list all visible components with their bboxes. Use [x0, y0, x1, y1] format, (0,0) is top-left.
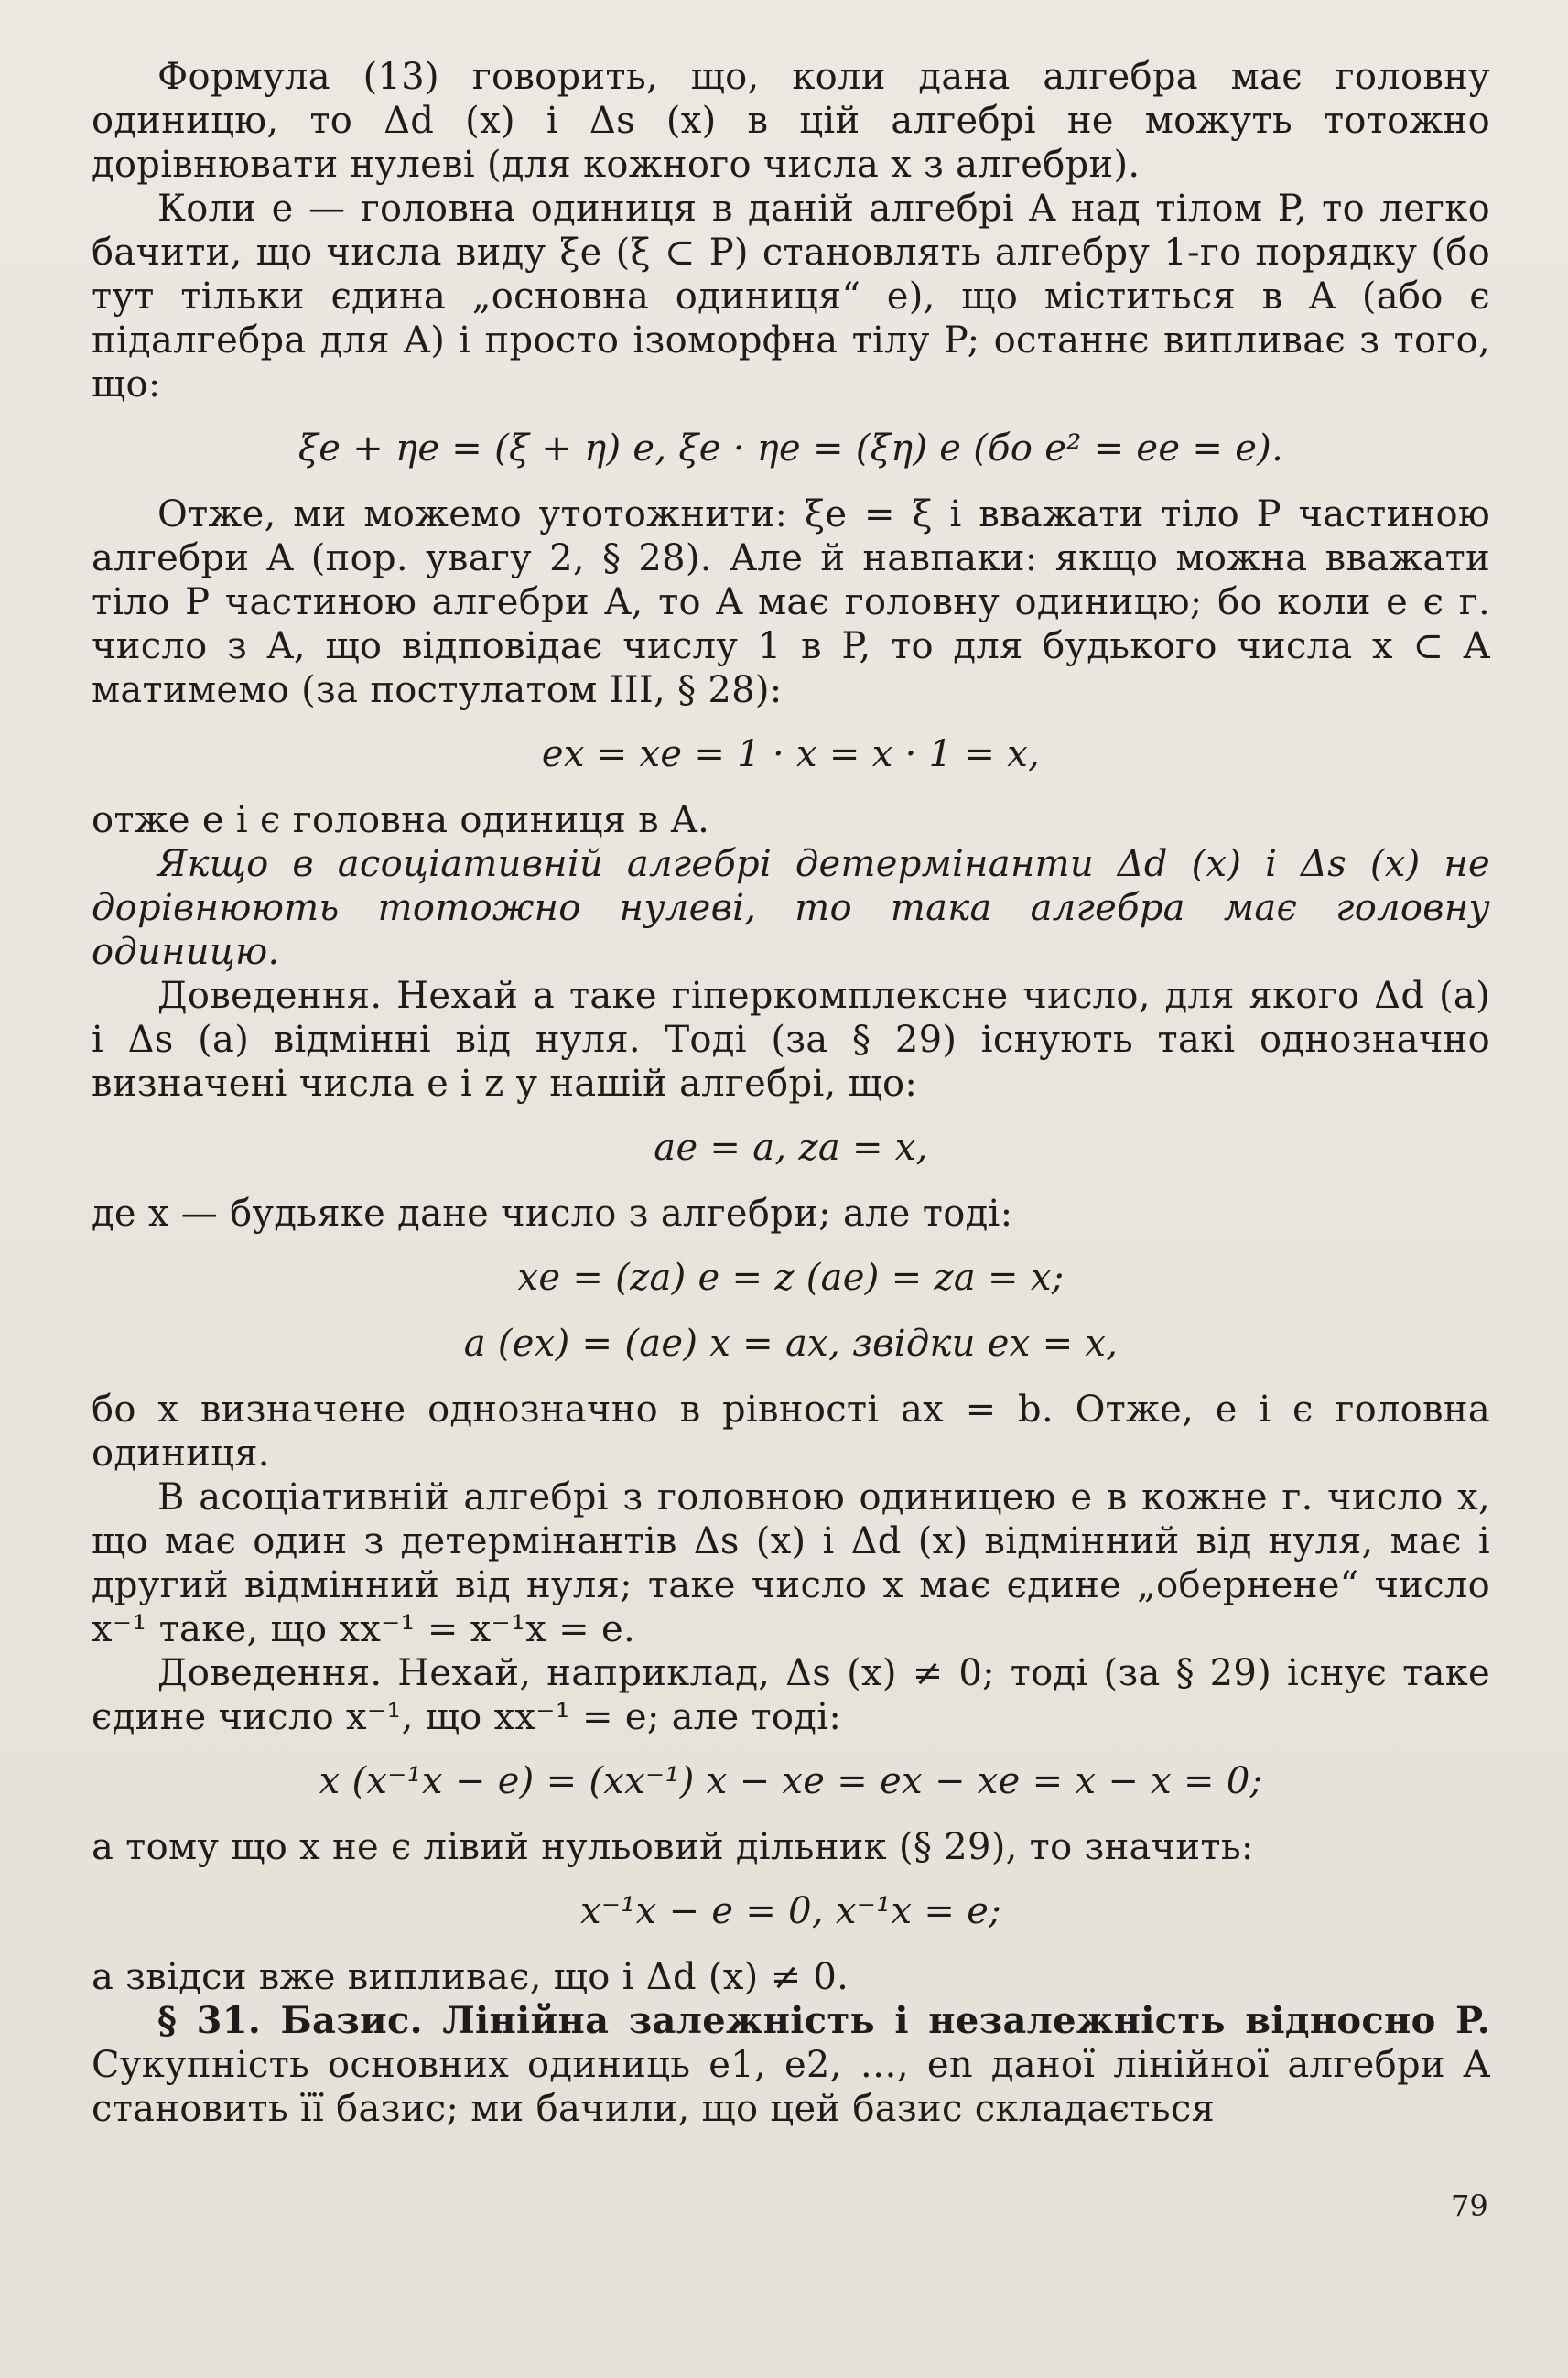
section-text: Сукупність основних одиниць e1, e2, …, en даної лінійної алгебри A становить її базис; ми бачили, що цей базис складається — [92, 2044, 1490, 2130]
equation: ex = xe = 1 · x = x · 1 = x, — [541, 733, 1041, 775]
equation: x⁻¹x − e = 0, x⁻¹x = e; — [580, 1890, 1001, 1932]
paragraph: де x — будьяке дане число з алгебри; але тоді: — [92, 1193, 1013, 1235]
paragraph: Доведення. Нехай, наприклад, Δs (x) ≠ 0; тоді (за § 29) існує таке єдине число x⁻¹, що xx⁻¹ = e; але тоді: — [92, 1652, 1490, 1738]
paragraph: бо x визначене однозначно в рівності ax = b. Отже, e і є головна одиниця. — [92, 1389, 1490, 1475]
page-text — [92, 55, 1490, 2131]
section-title: § 31. Базис. Лінійна залежність і незалежність відносно P. — [157, 1999, 1490, 2042]
equation: xe = (za) e = z (ae) = za = x; — [517, 1257, 1065, 1299]
paragraph: отже e і є головна одиниця в A. — [92, 799, 710, 841]
paragraph: Коли e — головна одиниця в даній алгебрі A над тілом P, то легко бачити, що числа виду ξe (ξ ⊂ P) становлять алгебру 1-го порядку (бо тут тільки єдина „основна одиниця“ e), що міститься в A (або є підалгебра для A) і просто ізоморфна тілу P; останнє випливає з того, що: — [92, 188, 1490, 405]
paragraph: а тому що x не є лівий нульовий дільник (§ 29), то значить: — [92, 1826, 1254, 1868]
paragraph: Доведення. Нехай a таке гіперкомплексне число, для якого Δd (a) і Δs (a) відмінні від нуля. Тоді (за § 29) існують такі однозначно визначені числа e і z у нашій алгебрі, що: — [92, 975, 1490, 1105]
paragraph: а звідси вже випливає, що і Δd (x) ≠ 0. — [92, 1956, 849, 1998]
theorem-paragraph: Якщо в асоціативній алгебрі детермінанти Δd (x) і Δs (x) не дорівнюють тотожно нулеві, то така алгебра має головну одиницю. — [92, 843, 1490, 973]
section-heading-paragraph — [92, 1999, 1490, 2131]
page-number: 79 — [1451, 2189, 1488, 2223]
equation: x (x⁻¹x − e) = (xx⁻¹) x − xe = ex − xe = x − x = 0; — [319, 1760, 1263, 1802]
equation: ae = a, za = x, — [654, 1127, 928, 1169]
equation: ξe + ηe = (ξ + η) e, ξe · ηe = (ξη) e (бо e² = ee = e). — [297, 427, 1284, 470]
paragraph: Формула (13) говорить, що, коли дана алгебра має головну одиницю, то Δd (x) і Δs (x) в цій алгебрі не можуть тотожно дорівнювати нулеві (для кожного числа x з алгебри). — [92, 56, 1490, 186]
equation: a (ex) = (ae) x = ax, звідки ex = x, — [463, 1323, 1119, 1365]
paragraph: В асоціативній алгебрі з головною одиницею e в кожне г. число x, що має один з детермінантів Δs (x) і Δd (x) відмінний від нуля, має і другий відмінний від нуля; таке число x має єдине „обернене“ число x⁻¹ таке, що xx⁻¹ = x⁻¹x = e. — [92, 1476, 1490, 1650]
paragraph: Отже, ми можемо утотожнити: ξe = ξ і вважати тіло P частиною алгебри A (пор. увагу 2, § 28). Але й навпаки: якщо можна вважати тіло P частиною алгебри A, то A має головну одиницю; бо коли e є г. число з A, що відповідає числу 1 в P, то для будького числа x ⊂ A матимемо (за постулатом III, § 28): — [92, 493, 1490, 711]
